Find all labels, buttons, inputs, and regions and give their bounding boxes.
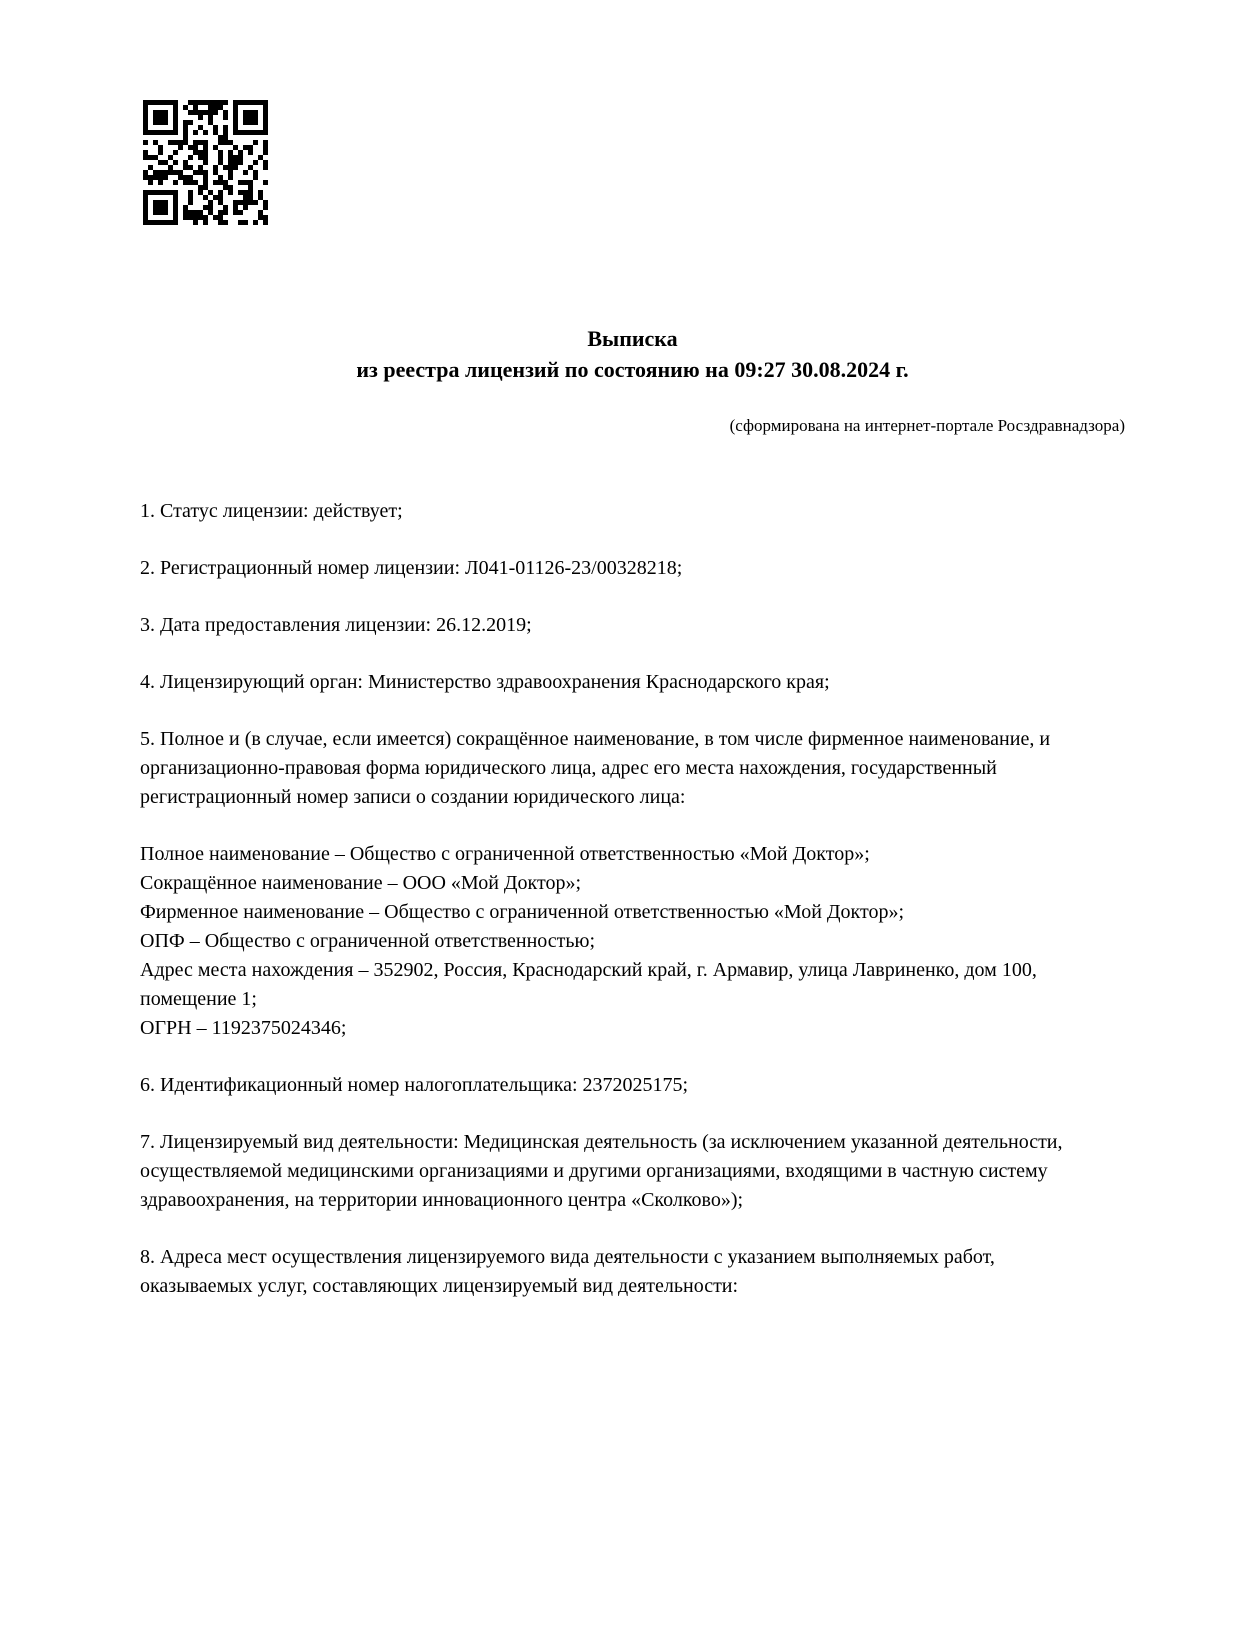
entity-ogrn: ОГРН – 1192375024346; (140, 1017, 347, 1039)
document-body (140, 497, 1125, 1301)
document-title (140, 323, 1125, 385)
item-licensing-authority: 4. Лицензирующий орган: Министерство здравоохранения Краснодарского края; (140, 671, 830, 693)
item-activity-type: 7. Лицензируемый вид деятельности: Медицинская деятельность (за исключением указанной деятельности, осуществляемой медицинскими организациями и другими организациями, входящими в частную систему здравоохранения, на территории инновационного центра «Сколково»); (140, 1131, 1063, 1211)
entity-legal-form: ОПФ – Общество с ограниченной ответственностью; (140, 930, 596, 952)
entity-short-name: Сокращённое наименование – ООО «Мой Доктор»; (140, 872, 582, 894)
entity-full-name: Полное наименование – Общество с ограниченной ответственностью «Мой Доктор»; (140, 843, 870, 865)
entity-details (140, 840, 1092, 1043)
item-grant-date: 3. Дата предоставления лицензии: 26.12.2019; (140, 614, 532, 636)
item-registration-number: 2. Регистрационный номер лицензии: Л041-01126-23/00328218; (140, 557, 683, 579)
entity-address: Адрес места нахождения – 352902, Россия, Краснодарский край, г. Армавир, улица Лавриненко, дом 100, помещение 1; (140, 959, 1037, 1010)
item-license-status: 1. Статус лицензии: действует; (140, 500, 403, 522)
item-entity-intro: 5. Полное и (в случае, если имеется) сокращённое наименование, в том числе фирменное наименование, и организационно-правовая форма юридического лица, адрес его места нахождения, государственный регистрационный номер записи о создании юридического лица: (140, 728, 1051, 808)
title-line-2: из реестра лицензий по состоянию на 09:27 30.08.2024 г. (356, 357, 909, 382)
title-line-1: Выписка (587, 326, 678, 351)
document-subtitle: (сформирована на интернет-портале Росздравнадзора) (729, 416, 1125, 435)
qr-code (143, 100, 268, 225)
item-addresses-intro: 8. Адреса мест осуществления лицензируемого вида деятельности с указанием выполняемых работ, оказываемых услуг, составляющих лицензируемый вид деятельности: (140, 1246, 995, 1297)
item-inn: 6. Идентификационный номер налогоплательщика: 2372025175; (140, 1074, 689, 1096)
entity-brand-name: Фирменное наименование – Общество с ограниченной ответственностью «Мой Доктор»; (140, 901, 905, 923)
